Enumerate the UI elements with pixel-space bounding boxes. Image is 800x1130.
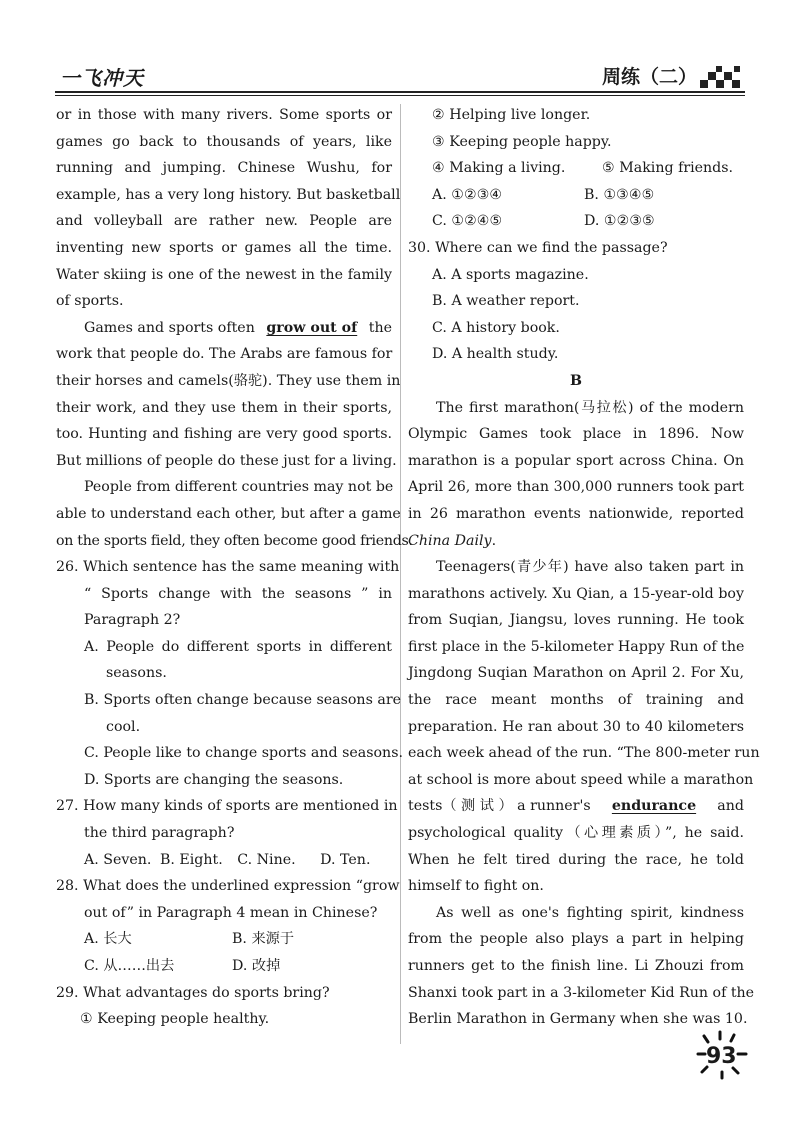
text-line: runners get to the finish line. Li Zhouzi from: [408, 958, 744, 974]
question-stem: Paragraph 2?: [84, 612, 181, 629]
passage-b-paragraph-2: [408, 554, 760, 900]
source-name: China Daily: [408, 532, 492, 549]
checker-decoration-icon: [700, 66, 746, 92]
options-row: [408, 208, 744, 235]
text-line: running and jumping. Chinese Wushu, for: [56, 160, 392, 177]
option-d[interactable]: D. Ten.: [320, 851, 371, 868]
option-b[interactable]: B. Eight.: [159, 851, 223, 868]
text-line: games go back to thousands of years, like: [56, 133, 392, 150]
question-stem: 28. What does the underlined expression “grow: [56, 878, 400, 895]
text-line: psychological quality（心理素质）”, he said.: [408, 825, 744, 842]
passage-b-paragraph-3: [408, 900, 755, 1033]
text-line: The first marathon(马拉松) of the modern: [436, 399, 744, 416]
header-rule: [55, 91, 745, 93]
question-29: [56, 980, 392, 1033]
option-a[interactable]: A. 长大: [84, 931, 132, 948]
option-c[interactable]: C. ①②④⑤: [432, 213, 503, 230]
options-row: [408, 182, 744, 209]
left-column: [56, 102, 413, 1033]
paragraph-3: [56, 474, 413, 554]
text-line: of sports.: [56, 293, 124, 310]
text-line: When he felt tired during the race, he told: [408, 851, 744, 868]
question-30: [408, 235, 744, 368]
option-c[interactable]: C. 从……出去: [84, 958, 175, 974]
text-line: marathon is a popular sport across China. On: [408, 452, 744, 469]
option-b[interactable]: B. Sports often change because seasons are: [84, 692, 401, 709]
question-26: [56, 554, 403, 793]
text-line: [56, 315, 392, 342]
option-d[interactable]: D. A health study.: [432, 346, 559, 363]
option-d[interactable]: D. ①②③⑤: [584, 213, 655, 230]
text-fragment: .: [491, 532, 497, 549]
section-heading-b: B: [570, 372, 582, 389]
option-c[interactable]: C. People like to change sports and seasons.: [84, 745, 403, 762]
text-line: preparation. He ran about 30 to 40 kilometers: [408, 718, 744, 735]
text-line: or in those with many rivers. Some sports or: [56, 107, 392, 123]
passage-b-paragraph-1: [408, 395, 744, 555]
text-line: the race meant months of training and: [408, 692, 744, 709]
text-line: each week ahead of the run. “The 800-meter run: [408, 745, 760, 762]
option-b[interactable]: B. A weather report.: [432, 293, 580, 310]
question-stem: the third paragraph?: [84, 825, 235, 842]
text-line: Water skiing is one of the newest in the family: [56, 266, 392, 283]
option-b[interactable]: B. 来源于: [232, 931, 295, 948]
text-line: Berlin Marathon in Germany when she was 10.: [408, 1011, 748, 1028]
text-line: first place in the 5-kilometer Happy Run of the: [408, 638, 745, 655]
text-line: in 26 marathon events nationwide, reported: [408, 505, 744, 522]
text-line: People from different countries may not be: [84, 479, 394, 496]
header-rule-thin: [55, 95, 745, 96]
paragraph-2: [56, 315, 401, 475]
text-fragment: tests（ 测 试 ） a runner's: [408, 798, 596, 815]
text-line: himself to fight on.: [408, 878, 544, 895]
text-line: But millions of people do these just for a living.: [56, 452, 397, 469]
choice-5: ⑤ Making friends.: [602, 160, 734, 177]
option-a[interactable]: A. People do different sports in different: [84, 638, 392, 655]
choice-4: ④ Making a living.: [432, 160, 566, 177]
option-d[interactable]: D. Sports are changing the seasons.: [84, 771, 344, 788]
option-a[interactable]: A. Seven.: [84, 851, 152, 868]
text-line: As well as one's fighting spirit, kindness: [436, 904, 744, 921]
column-divider: [400, 104, 401, 1044]
text-line: Olympic Games took place in 1896. Now: [408, 426, 744, 443]
options-row: [56, 926, 392, 953]
question-stem: 30. Where can we find the passage?: [408, 239, 668, 256]
question-27: [56, 793, 398, 873]
option-b-cont: cool.: [106, 718, 141, 735]
option-b[interactable]: B. ①③④⑤: [584, 186, 655, 203]
text-line: Jingdong Suqian Marathon on April 2. For Xu,: [408, 665, 744, 682]
option-c[interactable]: C. A history book.: [432, 319, 560, 336]
choice-1: ① Keeping people healthy.: [80, 1011, 270, 1028]
paragraph-1: [56, 102, 401, 315]
text-line: on the sports field, they often become good friends.: [56, 532, 413, 549]
text-line: [408, 793, 744, 820]
text-line: [408, 528, 744, 555]
option-a-cont: seasons.: [106, 665, 167, 682]
text-line: April 26, more than 300,000 runners took part: [408, 479, 744, 496]
page-number: 93: [706, 1044, 737, 1069]
question-29-continued: [408, 102, 744, 235]
question-stem: “ Sports change with the seasons ” in: [84, 585, 392, 602]
option-a[interactable]: A. ①②③④: [432, 186, 503, 203]
option-d[interactable]: D. 改掉: [232, 958, 281, 974]
text-line: their horses and camels(骆驼). They use them in: [56, 372, 401, 389]
question-stem: 29. What advantages do sports bring?: [56, 984, 330, 1001]
question-stem: 27. How many kinds of sports are mentioned in: [56, 798, 398, 815]
brand-logo-text: 一飞冲天: [60, 66, 144, 90]
options-row: [56, 953, 392, 980]
underlined-word: endurance: [611, 798, 697, 815]
text-line: from Suqian, Jiangsu, loves running. He took: [408, 612, 744, 629]
text-fragment: Games and sports often: [84, 319, 260, 336]
underlined-expression: grow out of: [266, 319, 358, 336]
options-row: [56, 847, 392, 874]
text-line: Teenagers(青少年) have also taken part in: [436, 559, 744, 576]
text-line: able to understand each other, but after a game: [56, 505, 401, 522]
text-fragment: and: [712, 798, 744, 815]
text-line: example, has a very long history. But basketball: [56, 186, 401, 203]
question-28: [56, 873, 400, 979]
text-line: work that people do. The Arabs are famous for: [56, 346, 393, 363]
text-line: at school is more about speed while a marathon: [408, 771, 754, 788]
question-stem: 26. Which sentence has the same meaning with: [56, 559, 400, 576]
week-label: 周练（二）: [602, 66, 698, 88]
choice-2: ② Helping live longer.: [432, 107, 591, 123]
text-fragment: the: [364, 319, 392, 336]
page-header: [0, 0, 800, 100]
right-column: [408, 102, 760, 1033]
question-stem: out of” in Paragraph 4 mean in Chinese?: [84, 904, 378, 921]
option-c[interactable]: C. Nine.: [237, 851, 296, 868]
text-line: from the people also plays a part in helping: [408, 931, 744, 948]
option-a[interactable]: A. A sports magazine.: [432, 266, 589, 283]
choices-row: [408, 155, 744, 182]
text-line: and volleyball are rather new. People are: [56, 213, 392, 230]
text-line: marathons actively. Xu Qian, a 15-year-old boy: [408, 585, 744, 602]
text-line: Shanxi took part in a 3-kilometer Kid Run of the: [408, 984, 755, 1001]
text-line: their work, and they use them in their sports,: [56, 399, 392, 416]
text-line: inventing new sports or games all the time.: [56, 239, 392, 256]
choice-3: ③ Keeping people happy.: [432, 133, 612, 150]
text-line: too. Hunting and fishing are very good sports.: [56, 426, 392, 443]
